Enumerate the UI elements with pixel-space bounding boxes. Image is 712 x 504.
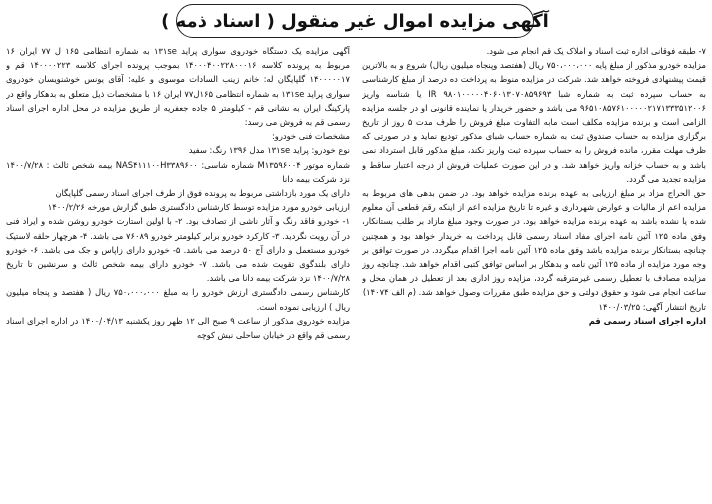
paragraph: ارزیابی خودرو مورد مزایده توسط کارشناس دادگستری طبق گزارش مورخه ۱۴۰۰/۲/۲۶ [47,202,350,213]
notice-body [6,44,706,500]
publish-date: تاریخ انتشار آگهی: ۱۴۰۰/۰۳/۲۵ [598,301,706,312]
paragraph: مزایده خودروی مذکور از ساعت ۹ صبح الی ۱۲ ظهر روز یکشنبه ۱۴۰۰/۰۴/۱۳ در اداره اجرای اسناد رسمی قم واقع در خیابان ساحلی نبش کوچه [6,315,350,341]
signature-office: اداره اجرای اسناد رسمی قم [588,315,706,326]
left-column [362,44,706,500]
paragraph: حق الحراج مزاد بر مبلغ ارزیابی به عهده برنده مزایده خواهد بود. در ضمن بدهی های مربوط به مزایده اعم از مالیات و عوارض شهرداری و غیره تا تاریخ مزایده اعم از اینکه رقم قطعی آن معلوم شده یا نشده باشد به عهده برنده مزایده خواهد بود. در صورت وجود مبلغ مازاد بر طلب بستانکار، وفق ماده ۱۲۵ آئین نامه اجرای مفاد اسناد رسمی قابل پرداخت به خریدار خواهد بود و همچنین چنانچه بستانکار برنده مزایده باشد وفق ماده ۱۲۵ آئین نامه اجرا اقدام میگردد. در صورت توافق بر وجه مورد مزایده از ماده ۱۲۵ آئین نامه و بدهکار بر اساس توافق کتبی اقدام خواهد شد. چنانچه روز مزایده مصادف با تعطیل رسمی غیرمترقبه گردد، مزایده روز اداری بعد از تعطیل در همان محل و ساعت انجام می شود و حقوق دولتی و حق مزایده طبق مقررات وصول خواهد شد. (م الف ۱۴۰۷۴) [362,188,706,298]
paragraph: دارای یک مورد بازداشتی مربوط به پرونده فوق از طرف اجرای اسناد رسمی گلپایگان [55,188,350,199]
paragraph: ۱- خودرو فاقد رنگ و آثار ناشی از تصادف بود. ۲- با اولین استارت خودرو روشن شده و ایراد فنی در آن رویت نگردید. ۳- کارکرد خودرو برابر کیلومتر خودرو ۷۶۰۸۹ می باشد. ۴- هرچهار حلقه لاستیک خودرو مستعمل و دارای آج ۵۰ درصد می باشد. ۵- خودرو دارای زاپاس و جک می باشد. ۶- خودرو دارای بلندگوی تقویت شده می باشد. ۷- خودرو دارای بیمه شخص ثالث و سرنشین تا تاریخ ۱۴۰۰/۷/۲۸ نزد شرکت بیمه دانا می باشد. [6,216,350,284]
paragraph: مشخصات فنی خودرو: [271,131,350,142]
paragraph: نوع خودرو: پراید ۱۳۱se مدل ۱۳۹۶ رنگ: سفید [188,145,350,156]
paragraph: شماره موتور M۱۳۵۹۶۰۰۴ شماره شاسی: NAS۴۱۱۱۰۰H۳۳۸۹۶۰۰ بیمه شخص ثالث : ۱۴۰۰/۷/۲۸ نزد شرکت بیمه دانا [6,159,350,184]
notice-title: آگهی مزایده اموال غیر منقول ( اسناد ذمه ) [176,4,534,38]
paragraph: مزایده خودرو مذکور از مبلغ پایه ۷۵۰،۰۰۰،۰۰۰ ریال (هفتصد وپنجاه میلیون ریال) شروع و به بالاترین قیمت پیشنهادی فروخته خواهد شد. شرکت در مزایده منوط به پرداخت ده درصد از مبلغ کارشناسی به حساب سپرده ثبت به شماره شبا IR ۹۸۰۱۰۰۰۰۰۴۰۶۰۱۳۰۷۰۸۵۹۶۹۳ یا شناسه واریز ۹۶۵۱۰۸۵۷۶۱۰۰۰۰۰۲۱۷۱۳۳۳۵۱۲۰۰۶ می باشد و حضور خریدار یا نماینده قانونی او در جلسه مزایده الزامی است و برنده مزایده مکلف است مابه التفاوت مبلغ فروش را ظرف مدت ۵ روز از تاریخ برگزاری مزایده به حساب صندوق ثبت به شماره حساب شبای مذکور تودیع نماید و در صورتی که ظرف مهلت مقرر، مانده فروش را به حساب سپرده ثبت واریز نکند، مبلغ مذکور قابل استرداد نمی باشد و به حساب خزانه واریز خواهد شد. و در این صورت عملیات فروش از درجه اعتبار ساقط و مزایده تجدید می گردد. [362,60,706,184]
paragraph: کارشناس رسمی دادگستری ارزش خودرو را به مبلغ ۷۵۰،۰۰۰،۰۰۰ ریال ( هفتصد و پنجاه میلیون ریال ) ارزیابی نموده است. [6,287,350,312]
paragraph: ۷- طبقه فوقانی اداره ثبت اسناد و املاک یک قم انجام می شود. [486,46,706,56]
right-column [6,44,350,500]
paragraph: آگهی مزایده یک دستگاه خودروی سواری پراید ۱۳۱se به شماره انتظامی ۱۶۵ ل ۷۷ ایران ۱۶ مربوط به پرونده کلاسه ۱۴۰۰۰۴۰۰۲۲۸۰۰۰۱۶ بموجب پرونده اجرای کلاسه ۱۴۰۰۰۰۲۲۳ قم و ۱۴۰۰۰۰۰۱۷ گلپایگان له: خانم زینب السادات موسوی و علیه: آقای یونس خوشنویسان خودروی سواری پراید ۱۳۱se به شماره انتظامی ۱۶۵ل۷۷ ایران ۱۶ با مشخصات ذیل متعلق به بدهکار واقع در پارکینگ ایران به نشانی قم - کیلومتر ۵ جاده جعفریه از طریق مزایده در محل اداره اجرای اسناد رسمی قم به فروش می رسد: [6,46,350,128]
